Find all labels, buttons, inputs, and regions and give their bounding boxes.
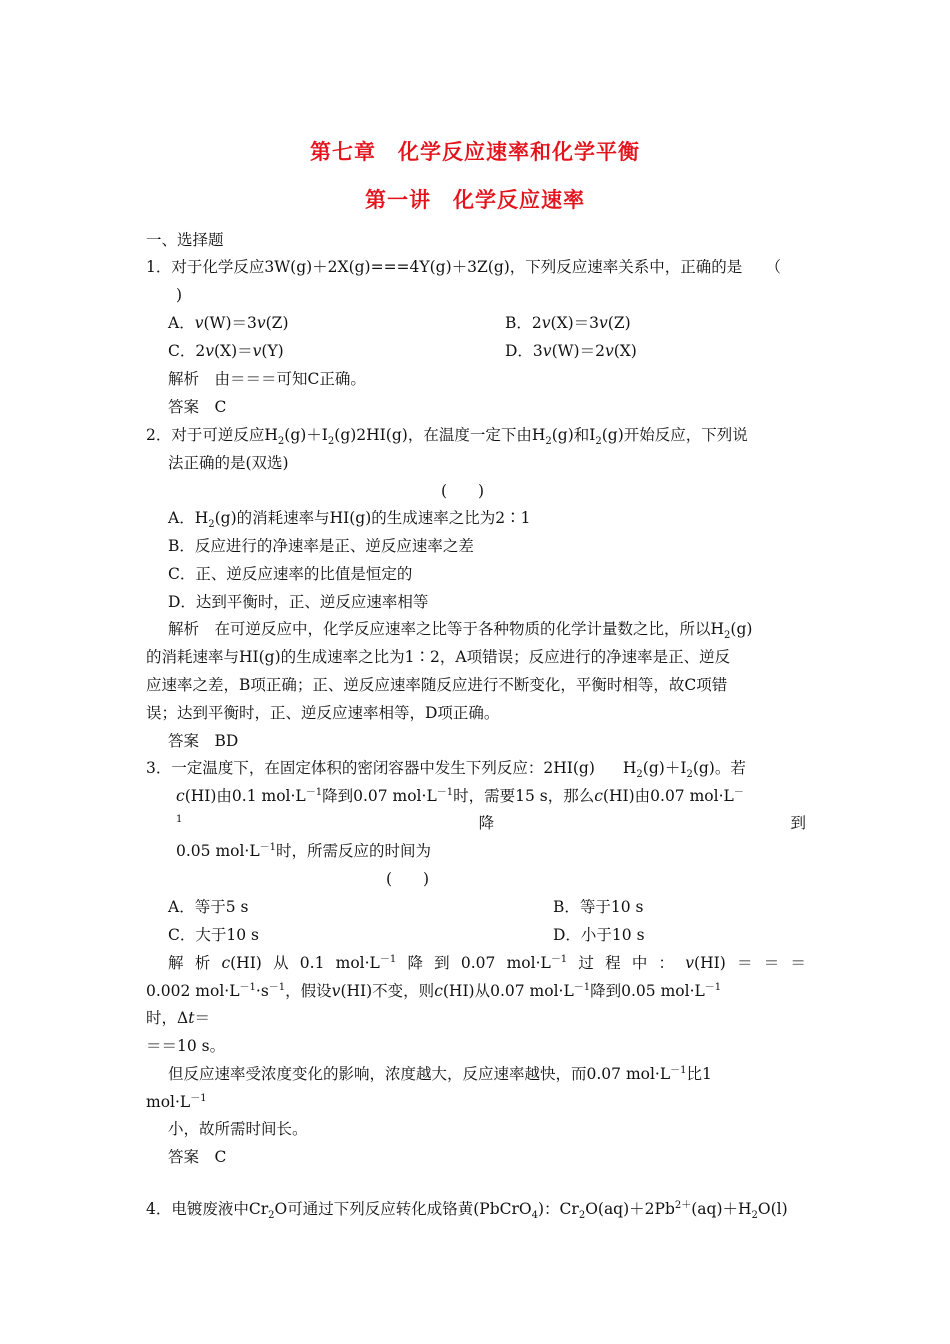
q3-option-a: A．等于5 s — [168, 898, 249, 916]
q3-stem-line2: c(HI)由0.1 $mol\cdot L^{-1}$降到0.07 $mol\cdot L^{-1}$时，需要15 s，那么c(HI)由0.07 mol·L－ — [176, 786, 744, 805]
q2-answer: 答案 BD — [168, 732, 239, 750]
q4-stem: 4．电镀废液中$Cr_2O$可通过下列反应转化成铬黄(PbCrO$_4$)：$Cr_2O(aq)+2Pb^{2+}(aq)+H_2O(l)$ — [146, 1199, 788, 1222]
q1-analysis: 解析 由＝＝＝可知C正确。 — [168, 370, 366, 388]
q1-option-b: B．2v(X)＝3v(Z) — [505, 314, 631, 332]
q2-option-d: D．达到平衡时，正、逆反应速率相等 — [168, 593, 429, 611]
q3-stem-line3: 1 降 到 — [176, 814, 806, 832]
q3-stem-line4: 0.05 $mol\cdot L^{-1}$时，所需反应的时间为 — [176, 841, 432, 860]
section-title: 第一讲 化学反应速率 — [365, 187, 585, 212]
q3-analysis-line4: ＝＝10 s。 — [146, 1037, 226, 1055]
q2-stem-line1: 2．对于可逆反应$H_2(g)+I_2(g)2HI(g)$，在温度一定下由$H_2(g)$和$I_2(g)$开始反应，下列说 — [146, 426, 748, 448]
q2-analysis-line4: 误；达到平衡时，正、逆反应速率相等，D项正确。 — [146, 704, 500, 722]
q3-option-d: D．小于10 s — [553, 926, 645, 944]
q3-answer: 答案 C — [168, 1148, 227, 1166]
q3-analysis-line5: 但反应速率受浓度变化的影响，浓度越大，反应速率越快，而0.07 $mol\cdot L^{-1}$比1 — [168, 1064, 712, 1083]
q2-stem-line2: 法正确的是(双选) — [168, 454, 289, 472]
q3-analysis-line2: 0.002 $mol\cdot L^{-1}\cdot s^{-1}$，假设v(HI)不变，则c(HI)从0.07 $mol\cdot L^{-1}$降到0.05 $mol\cdot L^{-1}$ — [146, 981, 722, 1000]
q3-stem-line1: 3．一定温度下，在固定体积的密闭容器中发生下列反应：2HI(g) $H_2(g)+I_2(g)$。若 — [146, 759, 746, 781]
q2-analysis-line3: 应速率之差，B项正确；正、逆反应速率随反应进行不断变化，平衡时相等，故C项错 — [146, 676, 728, 694]
q2-option-c: C．正、逆反应速率的比值是恒定的 — [168, 565, 413, 583]
q1-answer: 答案 C — [168, 398, 227, 416]
q3-option-b: B．等于10 s — [553, 898, 644, 916]
q2-analysis-line1: 解析 在可逆反应中，化学反应速率之比等于各种物质的化学计量数之比，所以$H_2(g)$ — [168, 620, 753, 642]
q3-paren: ( ) — [386, 870, 430, 888]
q1-option-d: D．3v(W)＝2v(X) — [505, 342, 637, 360]
q3-analysis-line6: $mol\cdot L^{-1}$ — [146, 1092, 207, 1111]
q3-option-c: C．大于10 s — [168, 926, 259, 944]
q3-analysis-line7: 小，故所需时间长。 — [168, 1120, 308, 1138]
q1-option-a: A．v(W)＝3v(Z) — [168, 314, 289, 332]
q1-option-c: C．2v(X)＝v(Y) — [168, 342, 284, 360]
q2-analysis-line2: 的消耗速率与HI(g)的生成速率之比为1∶2，A项错误；反应进行的净速率是正、逆反 — [146, 648, 731, 666]
q3-analysis-line3: 时，Δt＝ — [146, 1009, 210, 1027]
q1-stem: 1．对于化学反应3W(g)＋2X(g)===4Y(g)＋3Z(g)，下列反应速率关系中，正确的是 （ — [146, 258, 782, 276]
q1-paren-close: ) — [176, 286, 183, 304]
q2-option-b: B．反应进行的净速率是正、逆反应速率之差 — [168, 537, 474, 555]
section-heading: 一、选择题 — [146, 231, 224, 249]
q3-analysis-line1: 解 析 c(HI) 从 0.1 $mol\cdot L^{-1}$ 降 到 0.07 $mol\cdot L^{-1}$ 过 程 中 ： v(HI) ＝ ＝ ＝ — [168, 953, 806, 972]
q2-option-a: A．$H_2(g)$的消耗速率与HI(g)的生成速率之比为2∶1 — [168, 509, 531, 531]
q2-paren: ( ) — [441, 482, 485, 500]
chapter-title: 第七章 化学反应速率和化学平衡 — [310, 139, 640, 164]
